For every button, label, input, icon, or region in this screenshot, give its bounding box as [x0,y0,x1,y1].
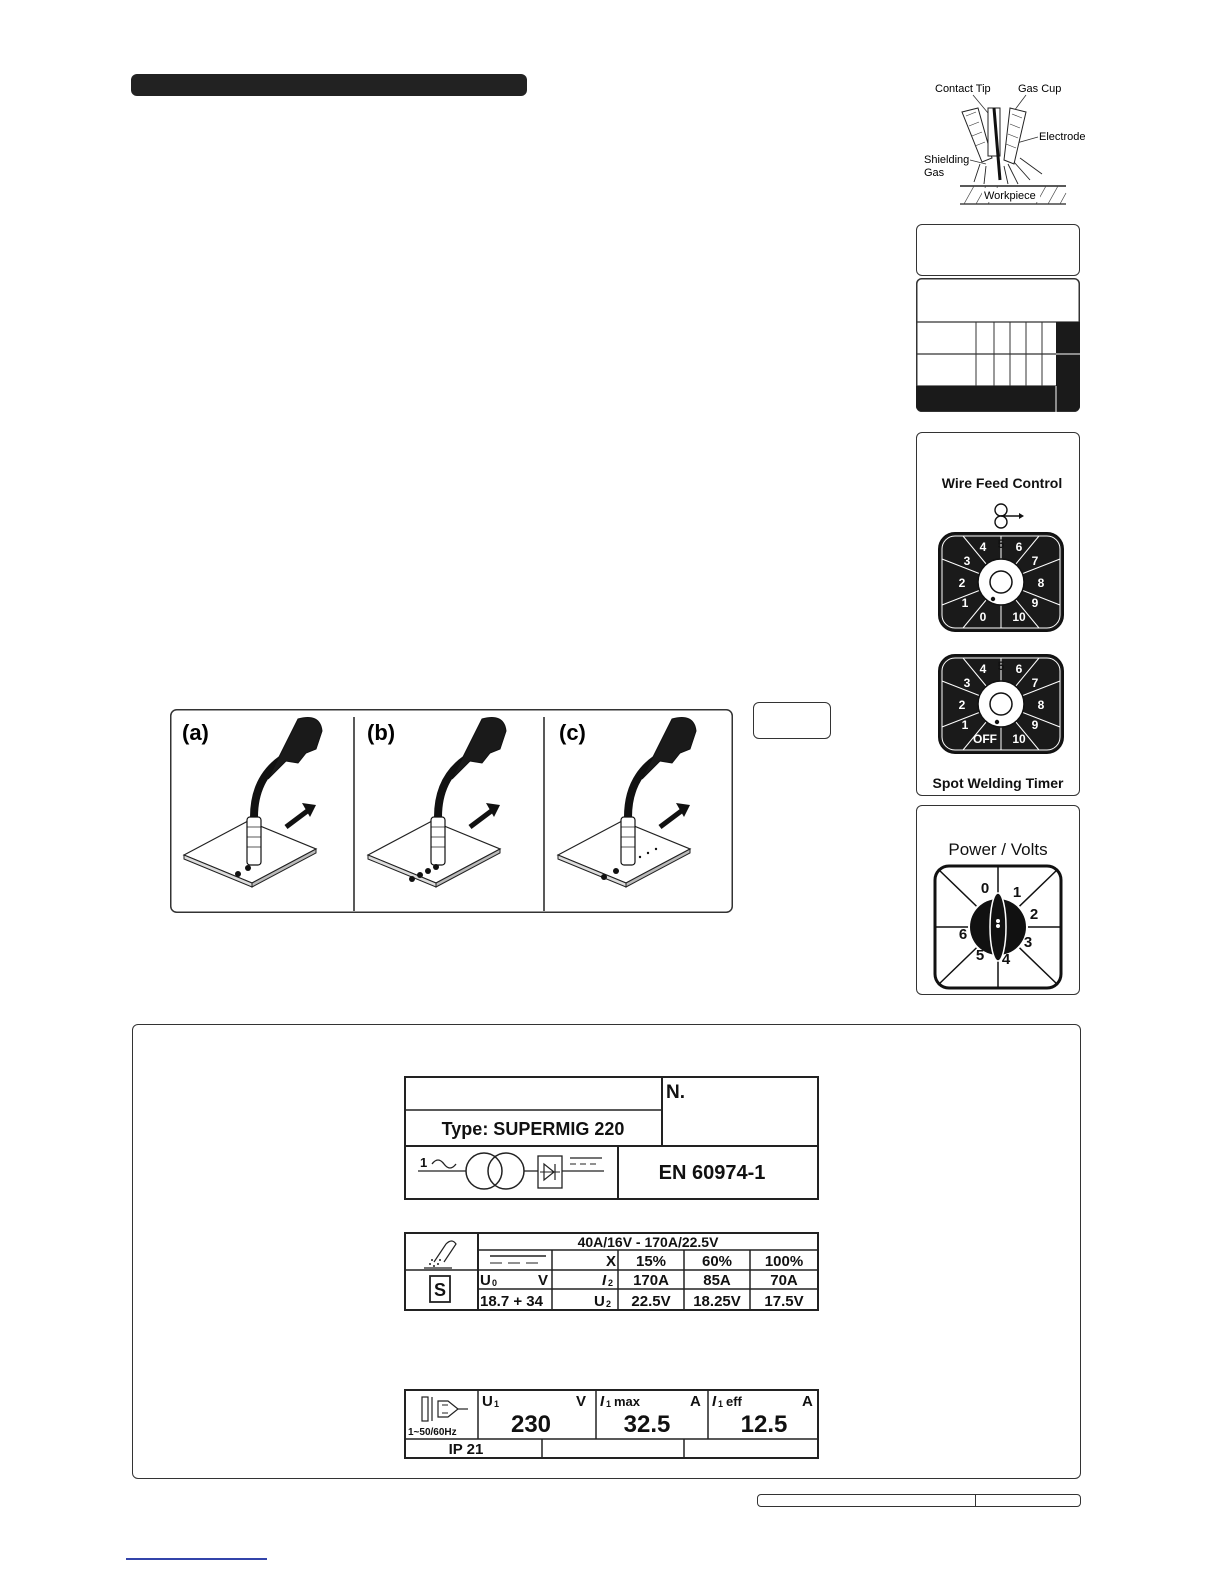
wire-dial-5: 5 [997,537,1005,551]
power-volts-panel [916,805,1080,995]
wire-dial-7: 7 [1031,554,1039,568]
type-label: Type: SUPERMIG 220 [441,1119,625,1139]
rating-plate-input [404,1389,819,1459]
i1eff-sub: 1 [718,1399,724,1409]
x-label: X [606,1253,617,1270]
standard-label: EN 60974-1 [658,1162,766,1184]
output-range: 40A/16V - 170A/22.5V [577,1234,719,1250]
power-pos-0: 0 [980,880,990,897]
u1-value: 230 [510,1411,552,1438]
i1max-suffix: max [614,1394,641,1409]
u1-label: U [482,1393,493,1410]
power-volts-title: Power / Volts [948,840,1048,859]
supply-label: 1~50/60Hz [408,1427,457,1438]
wire-dial-9: 9 [1031,596,1039,610]
power-pos-4: 4 [1001,951,1011,968]
contact-tip-label: Contact Tip [935,83,991,95]
timer-dial-9: 9 [1031,718,1039,732]
u1-unit: V [576,1393,587,1410]
i1eff-suffix: eff [726,1394,742,1409]
i1eff-value: 12.5 [740,1411,788,1438]
info-box-top [916,224,1080,276]
wire-dial-8: 8 [1037,576,1045,590]
power-pos-2: 2 [1029,906,1039,923]
i1eff-label: I [712,1393,717,1410]
shielding-gas-label-1: Shielding [924,154,970,166]
current-60: 85A [703,1272,731,1289]
i2-sub: 2 [608,1278,614,1288]
timer-dial-5: 5 [997,659,1005,673]
timer-dial-8: 8 [1037,698,1045,712]
duty-15: 15% [635,1253,667,1270]
i1max-value: 32.5 [623,1411,671,1438]
duty-100: 100% [764,1253,804,1270]
timer-dial-6: 6 [1015,662,1023,676]
shielding-gas-label-2: Gas [924,167,945,179]
power-volts-switch[interactable] [933,864,1063,990]
voltage-15: 22.5V [631,1293,671,1310]
wire-feed-dial[interactable] [937,531,1065,633]
nozzle-diagram [918,78,1098,213]
power-pos-3: 3 [1023,934,1033,951]
figure-label-box [753,702,831,739]
current-100: 70A [770,1272,798,1289]
wire-dial-10: 10 [1012,610,1026,624]
u0-unit: V [538,1272,549,1289]
timer-dial-4: 4 [979,662,987,676]
panel-b-label: (b) [367,720,396,745]
wire-dial-4: 4 [979,540,987,554]
voltage-60: 18.25V [693,1293,741,1310]
u0-sub: 0 [492,1278,498,1288]
u0-value: 18.7 + 34 [480,1293,543,1310]
timer-dial-7: 7 [1031,676,1039,690]
s-symbol: S [433,1280,447,1300]
current-15: 170A [633,1272,669,1289]
settings-grid [916,278,1080,412]
power-pos-6: 6 [958,926,968,943]
wire-feed-roller-icon [987,503,1027,529]
footer-divider [975,1495,976,1506]
rating-plate-header [404,1076,819,1200]
i1max-unit: A [690,1393,701,1410]
panel-c-label: (c) [559,720,586,745]
electrode-label: Electrode [1039,131,1086,143]
footer-bar [757,1494,1081,1507]
ip-rating: IP 21 [448,1441,484,1458]
i2-label: I [602,1272,607,1289]
section-title-bar [131,74,527,96]
i1eff-unit: A [802,1393,813,1410]
wire-dial-6: 6 [1015,540,1023,554]
wire-dial-3: 3 [963,554,971,568]
rating-plate-output [404,1232,819,1312]
wire-feed-title: Wire Feed Control [941,475,1063,491]
timer-dial-10: 10 [1012,732,1026,746]
i1max-label: I [600,1393,605,1410]
timer-dial-3: 3 [963,676,971,690]
power-pos-1: 1 [1012,884,1022,901]
spot-timer-dial[interactable] [937,653,1065,755]
timer-dial-off: OFF [973,732,997,746]
technique-figure [170,709,733,913]
serial-label: N. [666,1082,685,1103]
wire-dial-2: 2 [958,576,966,590]
phase-number: 1 [420,1155,428,1170]
footer-link-underline[interactable] [126,1558,267,1560]
u1-sub: 1 [494,1399,500,1409]
duty-60: 60% [701,1253,733,1270]
u2-label: U [594,1293,605,1310]
timer-dial-2: 2 [958,698,966,712]
voltage-100: 17.5V [764,1293,804,1310]
u0-label: U [480,1272,491,1289]
wire-dial-0: 0 [979,610,987,624]
gas-cup-label: Gas Cup [1018,83,1062,95]
workpiece-label: Workpiece [984,190,1036,202]
u2-sub: 2 [606,1299,612,1309]
wire-dial-1: 1 [961,596,969,610]
spot-timer-title: Spot Welding Timer [932,775,1064,791]
power-pos-5: 5 [975,947,985,964]
panel-a-label: (a) [182,720,209,745]
controls-panel [916,432,1080,796]
i1max-sub: 1 [606,1399,612,1409]
timer-dial-1: 1 [961,718,969,732]
